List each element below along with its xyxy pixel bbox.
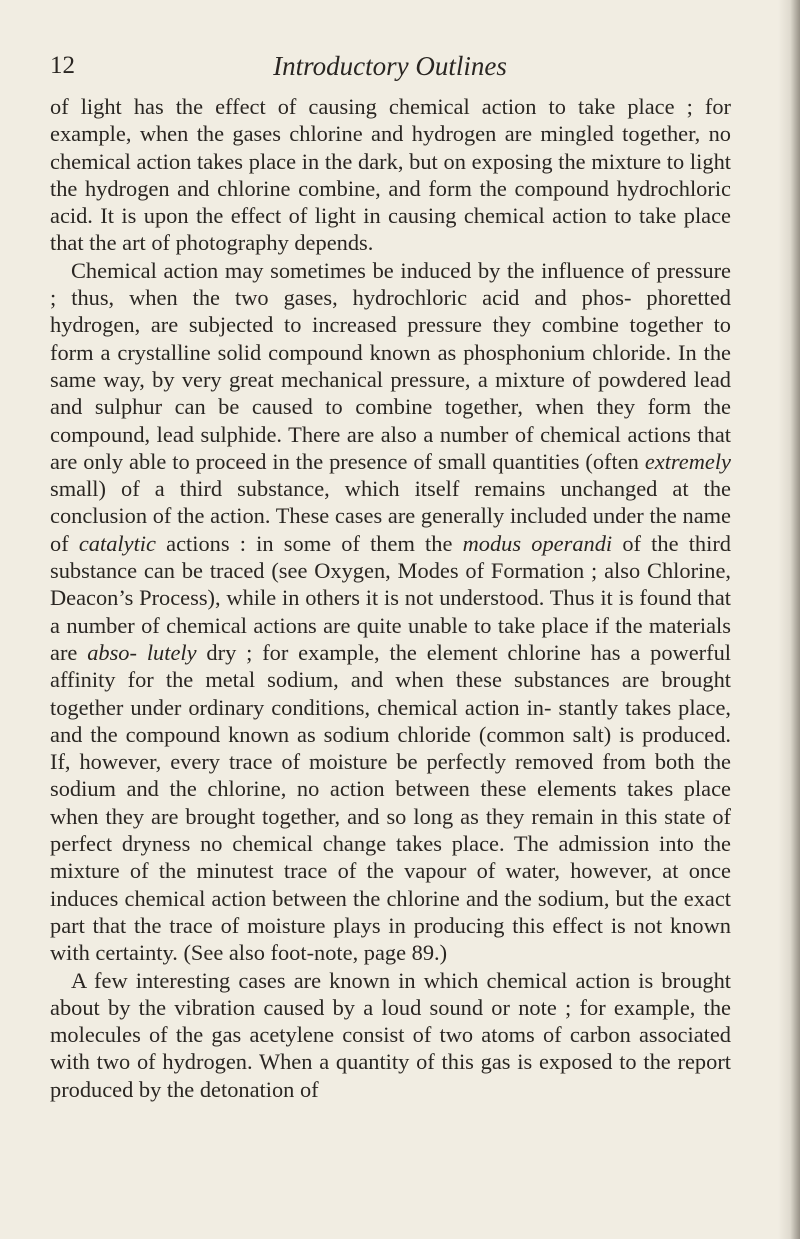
paragraph-3	[50, 967, 731, 1103]
paragraph-2-text-a: Chemical action may sometimes be induced by the influence of pressure ; thus, when the two gases, hydrochloric acid and phos- phoretted hydrogen, are subjected to increased pressure they combine together to form a crystalline solid compound known as phosphonium chloride. In the same way, by very great mechanical pressure, a mixture of powdered lead and sulphur can be caused to combine together, when they form the compound, lead sulphide. There are also a number of chemical actions that are only able to proceed in the presence of small quantities (often	[50, 257, 731, 474]
paragraph-2-text-e: dry ; for example, the element chlorine has a powerful affinity for the metal sodium, and when these substances are brought together under ordinary conditions, chemical action in- stantly takes place, and the compound known as sodium chloride (common salt) is produced. If, however, every trace of moisture be perfectly removed from both the sodium and the chlorine, no action between these elements takes place when they are brought together, and so long as they remain in this state of perfect dryness no chemical change takes place. The admission into the mixture of the minutest trace of the vapour of water, however, at once induces chemical action between the chlorine and the sodium, but the exact part that the trace of moisture plays in producing this effect is not known with certainty. (See also foot-note, page 89.)	[50, 639, 731, 966]
paragraph-1	[50, 93, 731, 257]
paragraph-3-text: A few interesting cases are known in which chemical action is brought about by the vibration caused by a loud sound or note ; for example, the molecules of the gas acetylene consist of two atoms of carbon associated with two of hydrogen. When a quantity of this gas is exposed to the report produced by the detonation of	[50, 967, 731, 1102]
italic-extremely: extremely	[644, 448, 731, 474]
body-text	[50, 93, 731, 1103]
paragraph-1-text: of light has the effect of causing chemical action to take place ; for example, when the gases chlorine and hydrogen are mingled together, no chemical action takes place in the dark, but on exposing the mixture to light the hydrogen and chlorine combine, and form the compound hydrochloric acid. It is upon the effect of light in causing chemical action to take place that the art of photography depends.	[50, 94, 731, 256]
italic-modus-operandi: modus operandi	[462, 530, 613, 556]
running-title: Introductory Outlines	[273, 51, 507, 81]
page-header	[50, 48, 730, 84]
paragraph-2-text-c: actions : in some of them the	[155, 530, 463, 556]
paragraph-2-text-d: of the third substance can be traced (see Oxygen, Modes of Formation ; also Chlorine, Deacon’s Process), while in others it is not understood. Thus it is found that a number of chemical actions are quite unable to take place if the materials are	[50, 530, 732, 665]
page-edge-shadow	[778, 0, 800, 1239]
paragraph-2	[50, 257, 731, 967]
page-number: 12	[50, 52, 75, 79]
paragraph-2-text-b: small) of a third substance, which itself remains unchanged at the conclusion of the action. These cases are generally included under the name of	[50, 476, 731, 556]
italic-catalytic: catalytic	[78, 530, 156, 556]
italic-absolutely: abso- lutely	[87, 639, 197, 665]
